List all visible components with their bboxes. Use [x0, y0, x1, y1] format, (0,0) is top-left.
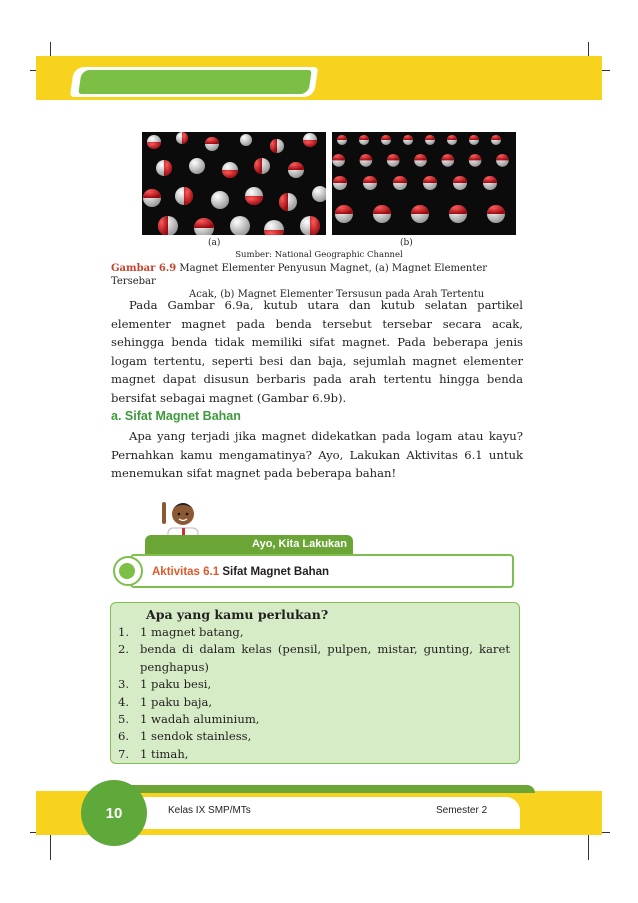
paragraph-1-text: Pada Gambar 6.9a, kutub utara dan kutub selatan partikel elementer magnet pada benda tersebut tersebar secara acak, sehingga benda tidak memiliki sifat magnet. Pada beberapa jenis logam tertentu, seperti besi dan baja, sejumlah magnet elementer magnet dapat disusun berbaris pada arah tertentu hingga benda bersifat sebagai magnet (Gambar 6.9b). — [111, 298, 523, 405]
list-item — [118, 694, 510, 711]
item-text: benda di dalam kelas (pensil, pulpen, mistar, gunting, karet penghapus) — [140, 642, 510, 674]
figure-random-magnets — [142, 132, 326, 235]
item-number: 3. — [118, 677, 130, 692]
activity-dot-icon — [119, 563, 135, 579]
activity-title — [152, 566, 329, 578]
item-text: 1 sendok stainless, — [140, 729, 252, 744]
list-item — [118, 676, 510, 693]
paragraph-1 — [111, 296, 523, 407]
footer-class-text: Kelas IX SMP/MTs — [168, 805, 251, 816]
list-item — [118, 746, 510, 763]
activity-tab: Ayo, Kita Lakukan — [145, 535, 353, 554]
crop-mark — [588, 832, 589, 860]
page-number: 10 — [81, 780, 147, 846]
item-number: 4. — [118, 694, 130, 709]
figure-label-a: (a) — [208, 238, 221, 248]
item-text: 1 wadah aluminium, — [140, 712, 260, 727]
section-heading: a. Sifat Magnet Bahan — [111, 409, 241, 423]
item-number: 6. — [118, 729, 130, 744]
list-item — [118, 641, 510, 676]
item-number: 2. — [118, 642, 130, 657]
needs-list — [118, 624, 510, 763]
item-text: 1 paku baja, — [140, 694, 213, 709]
footer-semester-text: Semester 2 — [436, 805, 488, 816]
figure-aligned-magnets — [332, 132, 516, 235]
list-item — [118, 711, 510, 728]
header-tab-fill — [78, 70, 311, 94]
item-number: 7. — [118, 746, 130, 761]
paragraph-2 — [111, 427, 523, 483]
activity-number: Aktivitas 6.1 — [152, 566, 220, 578]
figure-source: Sumber: National Geographic Channel — [235, 250, 403, 260]
list-item — [118, 728, 510, 745]
item-text: 1 magnet batang, — [140, 625, 244, 639]
item-number: 5. — [118, 712, 130, 727]
figure-label-b: (b) — [400, 238, 413, 248]
paragraph-2-text: Apa yang terjadi jika magnet didekatkan pada logam atau kayu? Pernahkan kamu mengamatinya? Ayo, Lakukan Aktivitas 6.1 untuk menemukan sifat magnet pada beberapa bahan! — [111, 429, 523, 480]
caption-line1: Magnet Elementer Penyusun Magnet, (a) Magnet Elementer Tersebar — [111, 263, 488, 287]
footer-accent — [125, 785, 535, 793]
needs-title: Apa yang kamu perlukan? — [146, 607, 329, 622]
list-item — [118, 624, 510, 641]
item-number: 1. — [118, 625, 130, 639]
caption-line2: Acak, (b) Magnet Elementer Tersusun pada Arah Tertentu — [189, 289, 485, 300]
caption-label: Gambar 6.9 — [111, 263, 177, 274]
activity-name: Sifat Magnet Bahan — [222, 566, 330, 578]
item-text: 1 paku besi, — [140, 677, 212, 692]
item-text: 1 timah, — [140, 746, 189, 761]
crop-mark — [50, 832, 51, 860]
